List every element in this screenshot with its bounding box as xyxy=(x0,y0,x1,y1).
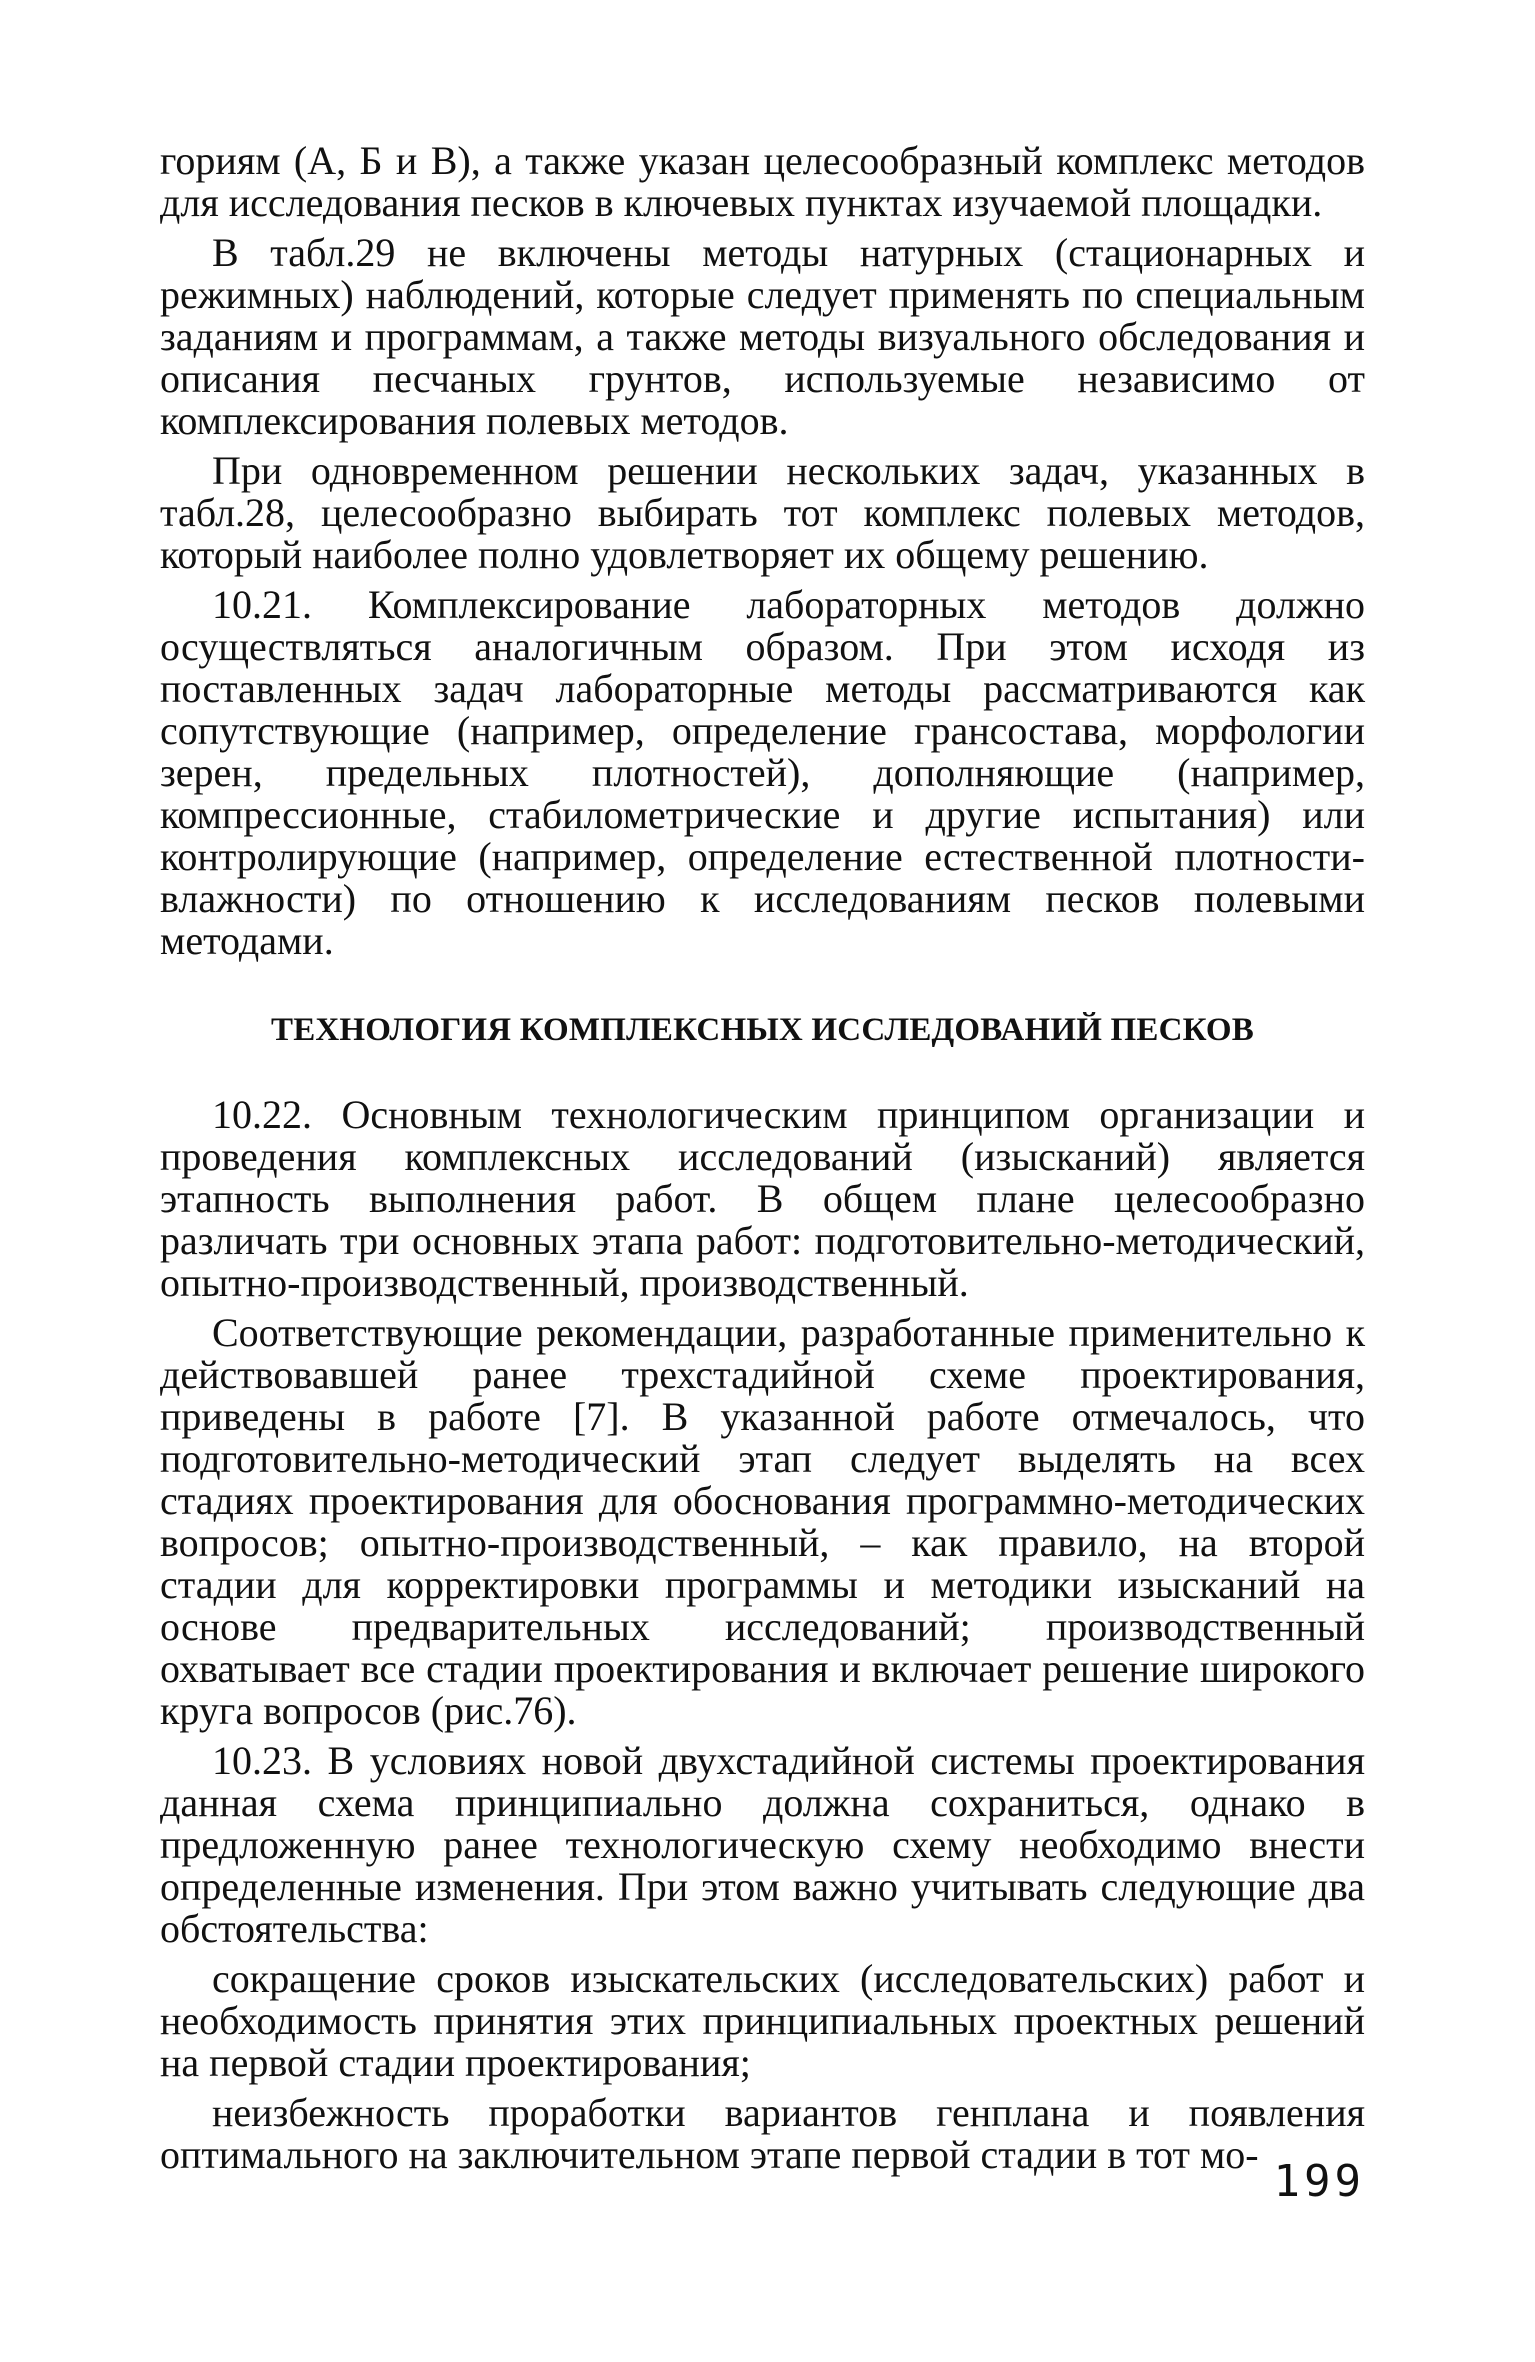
paragraph-10-22: 10.22. Основным технологическим принципом организации и проведения комплексных исследований (изысканий) является этапность выполнения работ. В общем плане целесообразно различать три основных этапа работ: подготовительно-методический, опытно-производственный, производственный. xyxy=(160,1092,1365,1305)
paragraph-10-21: 10.21. Комплексирование лабораторных методов должно осуществляться аналогичным образом. При этом исходя из поставленных задач лабораторные методы рассматриваются как сопутствующие (например, определение грансостава, морфологии зерен, предельных плотностей), дополняющие (например, компрессионные, стабилометрические и другие испытания) или контролирующие (например, определение естественной плотности-влажности) по отношению к исследованиям песков полевыми методами. xyxy=(160,582,1365,963)
paragraph-10-23: 10.23. В условиях новой двухстадийной системы проектирования данная схема принципиально должна сохраниться, однако в предложенную ранее технологическую схему необходимо внести определенные изменения. При этом важно учитывать следующие два обстоятельства: xyxy=(160,1738,1365,1951)
document-page xyxy=(160,140,1365,2184)
paragraph-list-item-deadlines: сокращение сроков изыскательских (исследовательских) работ и необходимость принятия этих принципиальных проектных решений на первой стадии проектирования; xyxy=(160,1956,1365,2085)
page-number: 199 xyxy=(1273,2156,1365,2207)
section-heading: ТЕХНОЛОГИЯ КОМПЛЕКСНЫХ ИССЛЕДОВАНИЙ ПЕСКОВ xyxy=(270,1012,1255,1048)
paragraph-table29-note: В табл.29 не включены методы натурных (стационарных и режимных) наблюдений, которые следует применять по специальным заданиям и программам, а также методы визуального обследования и описания песчаных грунтов, используемые независимо от комплексирования полевых методов. xyxy=(160,230,1365,443)
paragraph-multiple-tasks: При одновременном решении нескольких задач, указанных в табл.28, целесообразно выбирать тот комплекс полевых методов, который наиболее полно удовлетворяет их общему решению. xyxy=(160,448,1365,577)
paragraph-recommendations: Соответствующие рекомендации, разработанные применительно к действовавшей ранее трехстадийной схеме проектирования, приведены в работе [7]. В указанной работе отмечалось, что подготовительно-методический этап следует выделять на всех стадиях проектирования для обоснования программно-методических вопросов; опытно-производственный, – как правило, на второй стадии для корректировки программы и методики изысканий на основе предварительных исследований; производственный охватывает все стадии проектирования и включает решение широкого круга вопросов (рис.76). xyxy=(160,1310,1365,1733)
paragraph-list-item-genplan: неизбежность проработки вариантов генплана и появления оптимального на заключительном этапе первой стадии в тот мо- xyxy=(160,2090,1365,2177)
paragraph-continuation: гориям (А, Б и В), а также указан целесообразный комплекс методов для исследования песков в ключевых пунктах изучаемой площадки. xyxy=(160,138,1365,225)
